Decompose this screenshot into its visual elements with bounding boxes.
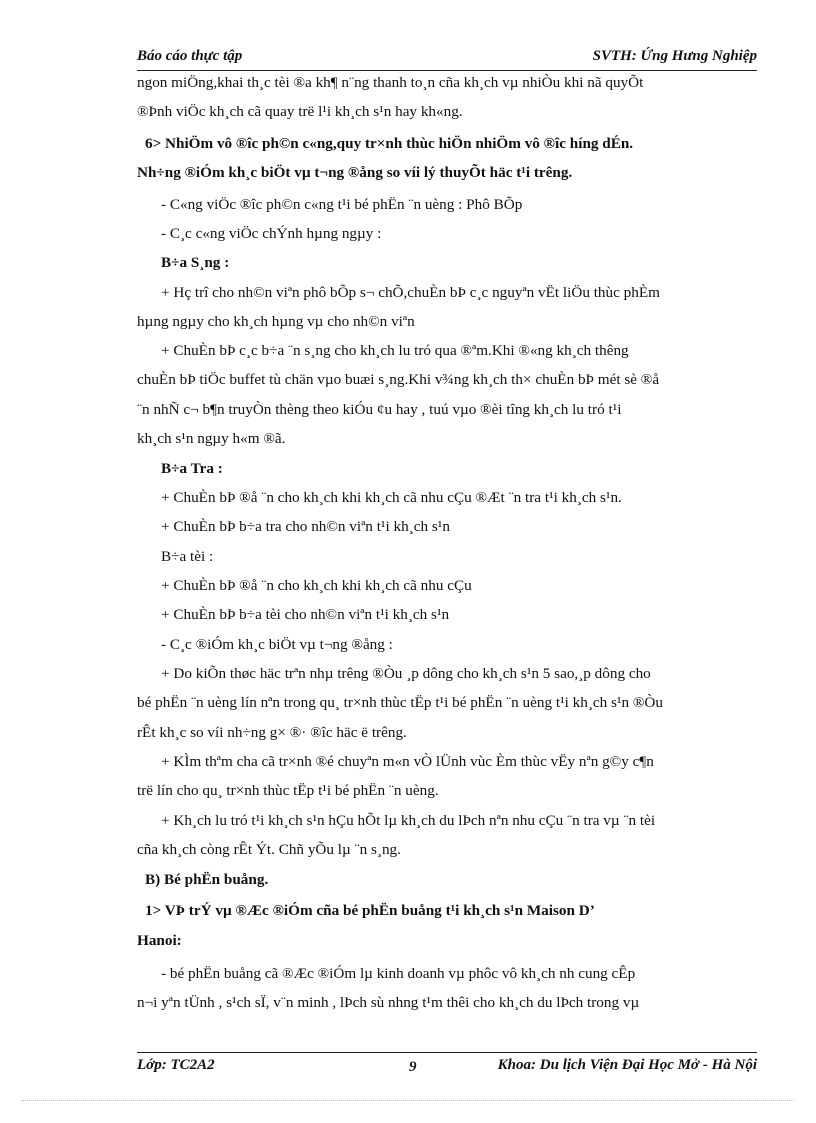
paragraph-line: + Kh¸ch lu tró t¹i kh¸ch s¹n hÇu hÕt lµ kh¸ch du lÞch nªn nhu cÇu ¨n tra vµ ¨n tèi bbox=[161, 812, 656, 829]
paragraph-line: n¬i yªn tÜnh , s¹ch sÏ, v¨n minh , lÞch sù nhng t¹m thêi cho kh¸ch du lÞch trong vµ bbox=[137, 994, 640, 1011]
list-item: - C¸c ®iÓm kh¸c biÖt vµ t¬ng ®ång : bbox=[161, 636, 393, 653]
subheading: B÷a tèi : bbox=[161, 548, 214, 565]
paragraph-line: cña kh¸ch còng rÊt Ýt. Chñ yÕu lµ ¨n s¸ng. bbox=[137, 841, 401, 858]
paragraph-line: + ChuÈn bÞ ®å ¨n cho kh¸ch khi kh¸ch cã nhu cÇu ®Æt ¨n tra t¹i kh¸ch s¹n. bbox=[161, 489, 622, 506]
footer-faculty: Khoa: Du lịch Viện Đại Học Mở - Hà Nội bbox=[497, 1057, 757, 1073]
list-item: - C¸c c«ng viÖc chÝnh hµng ngµy : bbox=[161, 225, 382, 242]
paragraph-line: ngon miÖng,khai th¸c tèi ®a kh¶ n¨ng thanh to¸n cña kh¸ch vµ nhiÒu khi nã quyÕt bbox=[137, 74, 644, 91]
section-heading: 1> VÞ trÝ vµ ®Æc ®iÓm cña bé phËn buång t¹i kh¸ch s¹n Maison D’ bbox=[145, 902, 595, 919]
paragraph-line: + Hç trî cho nh©n viªn phô bÕp s¬ chÕ,chuÈn bÞ c¸c nguyªn vËt liÖu thùc phÈm bbox=[161, 284, 660, 301]
paragraph-line: chuÈn bÞ tiÖc buffet tù chän vµo buæi s¸ng.Khi v¾ng kh¸ch th× chuÈn bÞ mét sè ®å bbox=[137, 371, 660, 388]
paragraph-line: ¨n nhÑ c¬ b¶n truyÒn thèng theo kiÓu ¢u hay , tuú vµo ®èi tîng kh¸ch lu tró t¹i bbox=[137, 401, 622, 418]
paragraph-line: rÊt kh¸c so víi nh÷ng g× ®· ®îc häc ë trêng. bbox=[137, 724, 407, 741]
paragraph-line: + KÌm thªm cha cã tr×nh ®é chuyªn m«n vÒ lÜnh vùc Èm thùc vËy nªn g©y c¶n bbox=[161, 753, 654, 770]
list-item: - bé phËn buång cã ®Æc ®iÓm lµ kinh doanh vµ phôc vô kh¸ch nh cung cÊp bbox=[161, 965, 636, 982]
footer-class: Lớp: TC2A2 bbox=[137, 1057, 215, 1073]
subheading: B÷a S¸ng : bbox=[161, 254, 230, 271]
section-heading: B) Bé phËn buång. bbox=[145, 871, 269, 888]
list-item: - C«ng viÖc ®îc ph©n c«ng t¹i bé phËn ¨n uèng : Phô BÕp bbox=[161, 196, 523, 213]
header-student-name: SVTH: Ứng Hưng Nghiệp bbox=[592, 48, 757, 64]
section-heading: 6> NhiÖm vô ®îc ph©n c«ng,quy tr×nh thùc hiÖn nhiÖm vô ®îc híng dÉn. bbox=[145, 135, 634, 152]
paragraph-line: ®Þnh viÖc kh¸ch cã quay trë l¹i kh¸ch s¹n hay kh«ng. bbox=[137, 103, 463, 120]
paragraph-line: kh¸ch s¹n ngµy h«m ®ã. bbox=[137, 430, 286, 447]
page-header bbox=[137, 48, 757, 71]
paragraph-line: + ChuÈn bÞ c¸c b÷a ¨n s¸ng cho kh¸ch lu tró qua ®ªm.Khi ®«ng kh¸ch thêng bbox=[161, 342, 629, 359]
paragraph-line: trë lín cho qu¸ tr×nh thùc tËp t¹i bé phËn ¨n uèng. bbox=[137, 782, 439, 799]
section-heading: Nh÷ng ®iÓm kh¸c biÖt vµ t¬ng ®ång so víi lý thuyÕt häc t¹i trêng. bbox=[137, 164, 573, 181]
header-report-title: Báo cáo thực tập bbox=[137, 48, 243, 64]
paragraph-line: bé phËn ¨n uèng lín nªn trong qu¸ tr×nh thùc tËp t¹i bé phËn ¨n uèng t¹i kh¸ch s¹n ®Òu bbox=[137, 694, 663, 711]
page-edge-divider bbox=[22, 1100, 794, 1101]
paragraph-line: + Do kiÕn thøc häc trªn nhµ trêng ®Òu ¸p dông cho kh¸ch s¹n 5 sao,¸p dông cho bbox=[161, 665, 651, 682]
section-heading: Hanoi: bbox=[137, 932, 182, 949]
paragraph-line: + ChuÈn bÞ b÷a tra cho nh©n viªn t¹i kh¸ch s¹n bbox=[161, 518, 450, 535]
subheading: B÷a Tra : bbox=[161, 460, 223, 477]
paragraph-line: hµng ngµy cho kh¸ch hµng vµ cho nh©n viªn bbox=[137, 313, 415, 330]
page-number: 9 bbox=[409, 1059, 417, 1075]
paragraph-line: + ChuÈn bÞ b÷a tèi cho nh©n viªn t¹i kh¸ch s¹n bbox=[161, 606, 450, 623]
page-footer bbox=[137, 1052, 757, 1079]
paragraph-line: + ChuÈn bÞ ®å ¨n cho kh¸ch khi kh¸ch cã nhu cÇu bbox=[161, 577, 472, 594]
